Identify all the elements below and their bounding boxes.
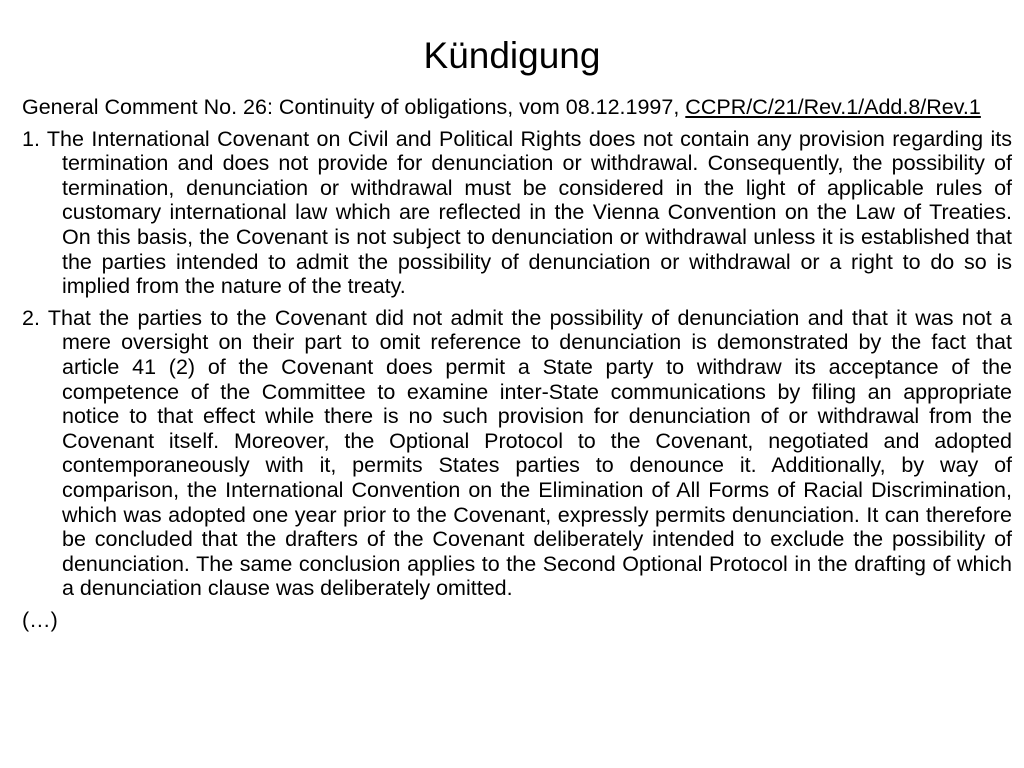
citation-text: General Comment No. 26: Continuity of obligations, vom 08.12.1997, xyxy=(22,95,686,119)
slide-title: Kündigung xyxy=(423,35,601,76)
citation-document-link[interactable]: CCPR/C/21/Rev.1/Add.8/Rev.1 xyxy=(685,95,981,119)
ellipsis: (…) xyxy=(22,607,58,632)
citation xyxy=(22,95,1012,120)
paragraph-1: 1. The International Covenant on Civil and Political Rights does not contain any provision regarding its termination and does not provide for denunciation or withdrawal. Consequently, the possibility of termination, denunciation or withdrawal must be considered in the light of applicable rules of customary international law which are reflected in the Vienna Convention on the Law of Treaties. On this basis, the Covenant is not subject to denunciation or withdrawal unless it is established that the parties intended to admit the possibility of denunciation or withdrawal or a right to do so is implied from the nature of the treaty. xyxy=(22,126,1012,299)
paragraph-2: 2. That the parties to the Covenant did not admit the possibility of denunciation and that it was not a mere oversight on their part to omit reference to denunciation is demonstrated by the fact that article 41 (2) of the Covenant does permit a State party to withdraw its acceptance of the competence of the Committee to examine inter-State communications by filing an appropriate notice to that effect while there is no such provision for denunciation of or withdrawal from the Covenant itself. Moreover, the Optional Protocol to the Covenant, negotiated and adopted contemporaneously with it, permits States parties to denounce it. Additionally, by way of comparison, the International Convention on the Elimination of All Forms of Racial Discrimination, which was adopted one year prior to the Covenant, expressly permits denunciation. It can therefore be concluded that the drafters of the Covenant deliberately intended to exclude the possibility of denunciation. The same conclusion applies to the Second Optional Protocol in the drafting of which a denunciation clause was deliberately omitted. xyxy=(22,305,1012,601)
slide-content xyxy=(22,95,1012,639)
